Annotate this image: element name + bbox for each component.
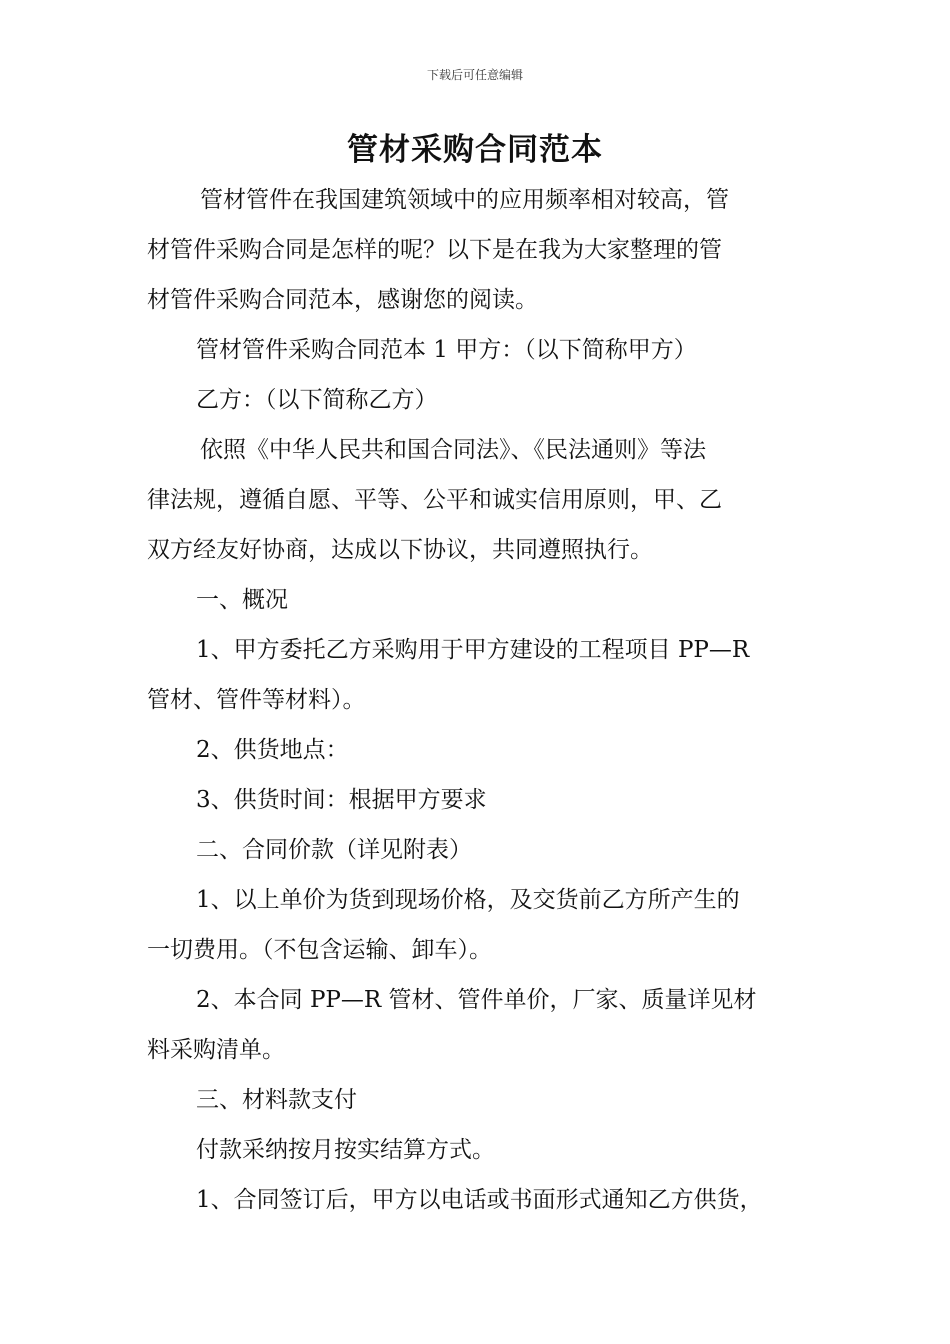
section-heading: 二、合同价款（详见附表） bbox=[196, 837, 472, 863]
paragraph-line: 管材管件在我国建筑领域中的应用频率相对较高，管 bbox=[200, 187, 729, 213]
header-note: 下载后可任意编辑 bbox=[426, 68, 523, 82]
section-heading: 一、概况 bbox=[196, 587, 288, 613]
paragraph-line: 双方经友好协商，达成以下协议，共同遵照执行。 bbox=[147, 537, 653, 563]
paragraph-line: 1、甲方委托乙方采购用于甲方建设的工程项目 PP—R bbox=[196, 637, 750, 663]
paragraph-line: 乙方：（以下简称乙方） bbox=[196, 387, 438, 413]
paragraph-line: 1、合同签订后，甲方以电话或书面形式通知乙方供货， bbox=[196, 1187, 763, 1213]
paragraph-line: 料采购清单。 bbox=[147, 1037, 285, 1063]
section-heading: 三、材料款支付 bbox=[196, 1087, 357, 1113]
paragraph-line: 1、以上单价为货到现场价格，及交货前乙方所产生的 bbox=[196, 887, 740, 913]
paragraph-line: 依照《中华人民共和国合同法》、《民法通则》等法 bbox=[200, 437, 706, 463]
document-title: 管材采购合同范本 bbox=[347, 132, 603, 168]
paragraph-line: 材管件采购合同范本，感谢您的阅读。 bbox=[147, 287, 538, 313]
paragraph-line: 2、供货地点： bbox=[196, 737, 349, 763]
paragraph-line: 2、本合同 PP—R 管材、管件单价，厂家、质量详见材 bbox=[196, 987, 757, 1013]
paragraph-line: 付款采纳按月按实结算方式。 bbox=[196, 1137, 495, 1163]
paragraph-line: 3、供货时间：根据甲方要求 bbox=[196, 787, 487, 813]
paragraph-line: 律法规，遵循自愿、平等、公平和诚实信用原则，甲、乙 bbox=[147, 487, 722, 513]
paragraph-line: 管材、管件等材料）。 bbox=[147, 687, 366, 713]
paragraph-line: 材管件采购合同是怎样的呢？以下是在我为大家整理的管 bbox=[147, 237, 722, 263]
paragraph-line: 管材管件采购合同范本 1 甲方：（以下简称甲方） bbox=[196, 337, 697, 363]
paragraph-line: 一切费用。（不包含运输、卸车）。 bbox=[147, 937, 492, 963]
